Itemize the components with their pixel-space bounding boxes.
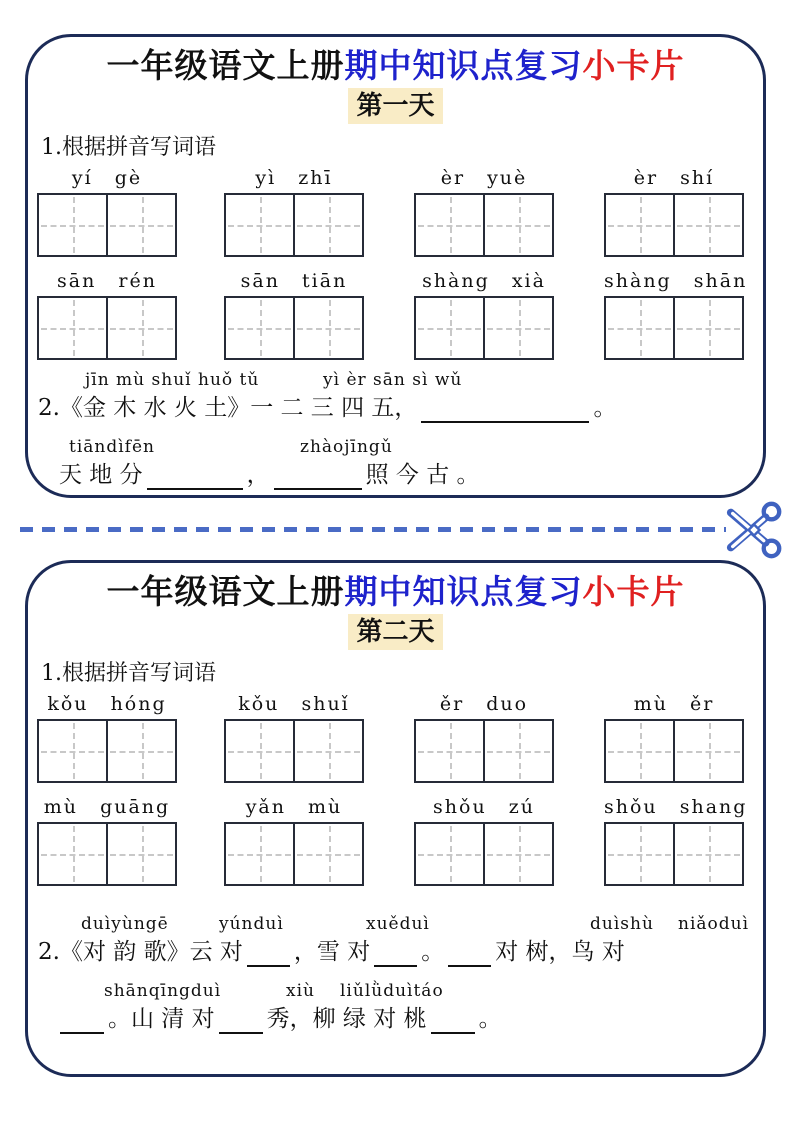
- writing-grid-pair: [224, 296, 364, 360]
- pinyin-annotation: yì èr sān sì wǔ: [323, 370, 463, 390]
- pinyin-annotation-line: [28, 914, 763, 936]
- writing-cell: [606, 824, 673, 884]
- title-segment-grade: 一年级语文上册: [106, 46, 345, 85]
- day-badge: 第一天: [348, 88, 442, 124]
- pinyin-label: shàng shān: [604, 270, 748, 292]
- writing-cell: [293, 298, 362, 358]
- writing-grid-pair: [604, 296, 744, 360]
- day-row: [28, 88, 763, 127]
- scissors-icon: [726, 499, 784, 561]
- pinyin-label: shàng xià: [422, 270, 546, 292]
- writing-cell: [106, 195, 175, 255]
- question-text: 秀，柳 绿 对 桃: [266, 1006, 427, 1032]
- pinyin-label: èr shí: [633, 167, 715, 189]
- blank-line: [219, 1010, 263, 1034]
- question-text-line: [38, 937, 763, 967]
- writing-cell: [673, 824, 742, 884]
- writing-grid-pair: [224, 822, 364, 886]
- pinyin-label: èr yuè: [440, 167, 528, 189]
- pinyin-label: kǒu shuǐ: [238, 693, 350, 715]
- pinyin-label: yǎn mù: [245, 796, 343, 818]
- pinyin-annotation: yúnduì: [219, 914, 284, 934]
- writing-grid-pair: [414, 719, 554, 783]
- writing-grid-pair: [414, 193, 554, 257]
- pinyin-annotation: zhàojīngǔ: [300, 437, 393, 457]
- pinyin-label-row: [28, 269, 763, 293]
- writing-cell: [673, 195, 742, 255]
- pinyin-label-row: [28, 692, 763, 716]
- question-text: 。: [593, 395, 617, 421]
- writing-grid-row: [28, 296, 763, 360]
- question-text-line: [56, 1004, 763, 1034]
- writing-cell: [673, 721, 742, 781]
- writing-cell: [39, 195, 106, 255]
- writing-grid-pair: [224, 719, 364, 783]
- pinyin-annotation: tiāndìfēn: [69, 437, 155, 457]
- writing-cell: [293, 721, 362, 781]
- writing-cell: [39, 298, 106, 358]
- pinyin-annotation: niǎoduì: [678, 914, 750, 934]
- writing-grid-row: [28, 719, 763, 783]
- pinyin-annotation-line: [28, 981, 763, 1003]
- writing-cell: [106, 824, 175, 884]
- pinyin-label: sān tiān: [240, 270, 348, 292]
- review-card-day1: [25, 34, 766, 498]
- blank-line: [60, 1010, 104, 1034]
- pinyin-annotation: shānqīngduì: [104, 981, 222, 1001]
- pinyin-label: sān rén: [57, 270, 157, 292]
- writing-grid-pair: [414, 822, 554, 886]
- question-text: ，: [246, 462, 270, 488]
- writing-cell: [416, 298, 483, 358]
- writing-cell: [673, 298, 742, 358]
- blank-line: [374, 943, 417, 967]
- blank-line: [421, 399, 589, 423]
- writing-cell: [416, 195, 483, 255]
- writing-grid-pair: [37, 296, 177, 360]
- writing-cell: [226, 824, 293, 884]
- writing-grid-pair: [604, 822, 744, 886]
- writing-cell: [39, 721, 106, 781]
- pinyin-label: yì zhī: [255, 167, 333, 189]
- pinyin-label: ěr duo: [439, 693, 529, 715]
- title-segment-midterm: 期中知识点复习: [344, 572, 583, 611]
- question-text: 。山 清 对: [108, 1006, 215, 1032]
- pinyin-label: mù guāng: [43, 796, 171, 818]
- writing-grid-pair: [604, 193, 744, 257]
- writing-cell: [226, 195, 293, 255]
- writing-grid-pair: [37, 822, 177, 886]
- writing-grid-pair: [414, 296, 554, 360]
- writing-grid-pair: [37, 193, 177, 257]
- writing-cell: [293, 824, 362, 884]
- card-title: [28, 46, 763, 86]
- pinyin-label-row: [28, 795, 763, 819]
- blank-line: [274, 466, 362, 490]
- writing-grid-row: [28, 193, 763, 257]
- writing-cell: [606, 721, 673, 781]
- blank-line: [247, 943, 290, 967]
- title-segment-card: 小卡片: [582, 46, 685, 85]
- writing-grid-pair: [604, 719, 744, 783]
- writing-cell: [416, 824, 483, 884]
- day-row: [28, 614, 763, 653]
- title-segment-card: 小卡片: [582, 572, 685, 611]
- question-2: [28, 370, 763, 490]
- cut-dashed-line: [20, 527, 726, 532]
- writing-cell: [416, 721, 483, 781]
- question-text: 2.《金 木 水 火 土》一 二 三 四 五，: [38, 395, 418, 421]
- pinyin-annotation: duìyùngē: [81, 914, 169, 934]
- pinyin-annotation: xuěduì: [366, 914, 430, 934]
- writing-cell: [106, 298, 175, 358]
- question-text: 照 今 古 。: [365, 462, 480, 488]
- pinyin-annotation: jīn mù shuǐ huǒ tǔ: [85, 370, 260, 390]
- title-segment-midterm: 期中知识点复习: [344, 46, 583, 85]
- question-text: ，雪 对: [293, 939, 371, 965]
- title-segment-grade: 一年级语文上册: [106, 572, 345, 611]
- review-card-day2: [25, 560, 766, 1077]
- blank-line: [431, 1010, 475, 1034]
- instruction-text: 1.根据拼音写词语: [41, 661, 216, 686]
- question-text: 对 树，鸟 对: [495, 939, 625, 965]
- instruction-text: 1.根据拼音写词语: [41, 135, 216, 160]
- writing-cell: [293, 195, 362, 255]
- writing-cell: [606, 298, 673, 358]
- writing-grid-pair: [224, 193, 364, 257]
- pinyin-annotation: xiù: [286, 981, 315, 1001]
- writing-cell: [483, 721, 552, 781]
- writing-grid-row: [28, 822, 763, 886]
- writing-cell: [483, 298, 552, 358]
- writing-cell: [226, 721, 293, 781]
- day-badge: 第二天: [348, 614, 442, 650]
- writing-cell: [483, 824, 552, 884]
- question-text-line: [38, 393, 763, 423]
- writing-cell: [606, 195, 673, 255]
- writing-cell: [106, 721, 175, 781]
- pinyin-label-row: [28, 166, 763, 190]
- pinyin-label: yí gè: [71, 167, 143, 189]
- pinyin-label: shǒu shang: [604, 796, 748, 818]
- question-text: 天 地 分: [59, 462, 143, 488]
- pinyin-annotation-line: [28, 370, 763, 392]
- pinyin-annotation: liǔlǜduìtáo: [340, 981, 444, 1001]
- question-text: 2.《对 韵 歌》云 对: [38, 939, 243, 965]
- pinyin-annotation-line: [28, 437, 763, 459]
- writing-cell: [483, 195, 552, 255]
- pinyin-annotation: duìshù: [590, 914, 654, 934]
- writing-grid-pair: [37, 719, 177, 783]
- pinyin-label: mù ěr: [633, 693, 715, 715]
- question-2: [28, 914, 763, 1034]
- writing-cell: [226, 298, 293, 358]
- pinyin-label: kǒu hóng: [47, 693, 167, 715]
- blank-line: [147, 466, 243, 490]
- card-title: [28, 572, 763, 612]
- question-text-line: [59, 460, 763, 490]
- blank-line: [448, 943, 491, 967]
- pinyin-label: shǒu zú: [433, 796, 535, 818]
- question-text: 。: [478, 1006, 502, 1032]
- question-text: 。: [421, 939, 445, 965]
- writing-cell: [39, 824, 106, 884]
